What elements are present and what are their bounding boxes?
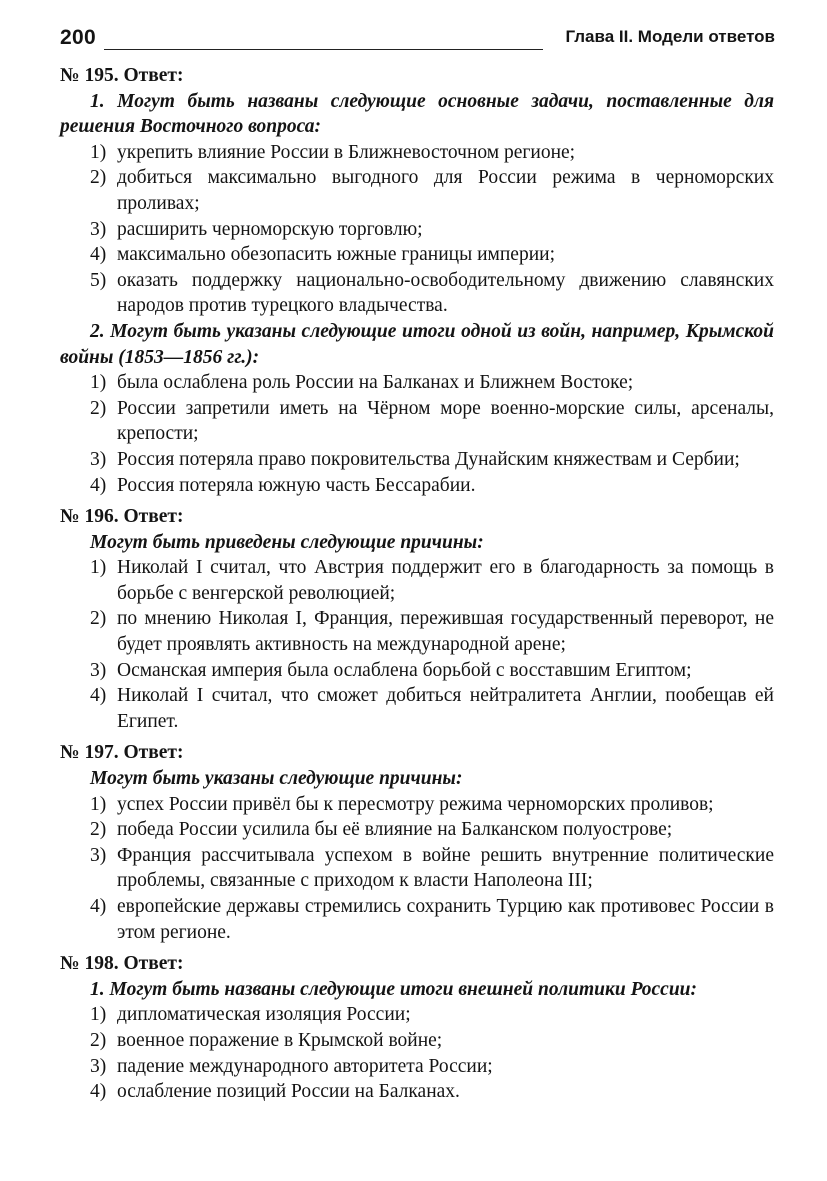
- item-text: Османская империя была ослаблена борьбой с восставшим Египтом;: [117, 659, 692, 681]
- answer-subheading: 1. Могут быть названы следующие основные задачи, поставленные для решения Восточного вопроса:: [60, 90, 774, 138]
- list-item: [60, 473, 774, 499]
- item-text: максимально обезопасить южные границы империи;: [117, 244, 555, 266]
- item-number: 1): [90, 372, 107, 394]
- list-item: [60, 683, 774, 734]
- answer-section-196: [60, 504, 774, 734]
- item-text: дипломатическая изоляция России;: [117, 1004, 411, 1026]
- item-number: 1): [90, 557, 107, 579]
- item-text: России запретили иметь на Чёрном море военно-морские силы, арсеналы, крепости;: [117, 397, 774, 445]
- list-item: [60, 165, 774, 216]
- item-number: 3): [90, 659, 107, 681]
- item-text: Россия потеряла южную часть Бессарабии.: [117, 474, 476, 496]
- answer-list: [60, 370, 774, 498]
- item-number: 3): [90, 1055, 107, 1077]
- answer-heading: № 195. Ответ:: [60, 65, 184, 86]
- answer-subheading: Могут быть указаны следующие причины:: [90, 768, 463, 790]
- list-item: [60, 1002, 774, 1028]
- answer-list: [60, 555, 774, 734]
- list-item: [60, 447, 774, 473]
- item-number: 2): [90, 397, 107, 419]
- answer-section-198: [60, 951, 774, 1105]
- item-text: оказать поддержку национально-освободительному движению славянских народов против турецкого владычества.: [117, 269, 774, 317]
- item-number: 1): [90, 793, 107, 815]
- item-number: 4): [90, 1081, 107, 1103]
- item-number: 2): [90, 819, 107, 841]
- item-number: 2): [90, 608, 107, 630]
- list-item: [60, 140, 774, 166]
- answer-subheading: 2. Могут быть указаны следующие итоги одной из войн, например, Крымской войны (1853—1856 гг.):: [60, 320, 774, 368]
- item-text: успех России привёл бы к пересмотру режима черноморских проливов;: [117, 793, 714, 815]
- item-text: военное поражение в Крымской войне;: [117, 1029, 443, 1051]
- list-item: [60, 555, 774, 606]
- answer-subheading: 1. Могут быть названы следующие итоги внешней политики России:: [90, 978, 698, 1000]
- running-header: [60, 22, 775, 56]
- item-number: 5): [90, 269, 107, 291]
- item-text: была ослаблена роль России на Балканах и Ближнем Востоке;: [117, 372, 634, 394]
- item-text: по мнению Николая I, Франция, пережившая государственный переворот, не будет проявлять активность на международной арене;: [117, 608, 774, 656]
- list-item: [60, 658, 774, 684]
- item-number: 4): [90, 474, 107, 496]
- item-number: 3): [90, 218, 107, 240]
- item-number: 3): [90, 448, 107, 470]
- list-item: [60, 268, 774, 319]
- list-item: [60, 792, 774, 818]
- item-text: расширить черноморскую торговлю;: [117, 218, 423, 240]
- list-item: [60, 843, 774, 894]
- page-content: [60, 63, 774, 1111]
- answer-heading: № 197. Ответ:: [60, 742, 184, 764]
- item-number: 1): [90, 141, 107, 163]
- item-text: Николай I считал, что Австрия поддержит его в благодарность за помощь в борьбе с венгерской революцией;: [117, 557, 774, 604]
- item-text: Россия потеряла право покровительства Дунайским княжествам и Сербии;: [117, 448, 740, 470]
- page-number: 200: [60, 26, 96, 49]
- list-item: [60, 1028, 774, 1054]
- item-text: Франция рассчитывала успехом в войне решить внутренние политические проблемы, связанные с приходом к власти Наполеона III;: [117, 844, 774, 892]
- chapter-title: Глава II. Модели ответов: [565, 27, 775, 46]
- item-number: 4): [90, 685, 107, 707]
- item-text: добиться максимально выгодного для России режима в черноморских проливах;: [117, 167, 774, 214]
- list-item: [60, 817, 774, 843]
- list-item: [60, 1054, 774, 1080]
- item-text: ослабление позиций России на Балканах.: [117, 1081, 460, 1103]
- answer-list: [60, 1002, 774, 1104]
- answer-list: [60, 140, 774, 319]
- item-text: европейские державы стремились сохранить Турцию как противовес России в этом регионе.: [117, 896, 774, 943]
- item-text: падение международного авторитета России;: [117, 1055, 493, 1077]
- answer-heading: № 196. Ответ:: [60, 506, 184, 528]
- answer-subheading: Могут быть приведены следующие причины:: [90, 531, 484, 553]
- answer-section-197: [60, 740, 774, 945]
- list-item: [60, 242, 774, 268]
- list-item: [60, 370, 774, 396]
- answer-section-195: [60, 63, 774, 498]
- item-text: укрепить влияние России в Ближневосточном регионе;: [117, 141, 576, 163]
- list-item: [60, 894, 774, 945]
- item-number: 3): [90, 844, 107, 866]
- list-item: [60, 1079, 774, 1105]
- item-text: победа России усилила бы её влияние на Балканском полуострове;: [117, 819, 673, 841]
- item-text: Николай I считал, что сможет добиться нейтралитета Англии, пообещав ей Египет.: [117, 685, 774, 732]
- item-number: 1): [90, 1004, 107, 1026]
- list-item: [60, 606, 774, 657]
- item-number: 4): [90, 244, 107, 266]
- item-number: 4): [90, 896, 107, 917]
- answer-heading: № 198. Ответ:: [60, 953, 184, 975]
- list-item: [60, 396, 774, 447]
- answer-list: [60, 792, 774, 946]
- item-number: 2): [90, 1029, 107, 1051]
- list-item: [60, 217, 774, 243]
- header-rule: [104, 49, 543, 50]
- item-number: 2): [90, 167, 107, 189]
